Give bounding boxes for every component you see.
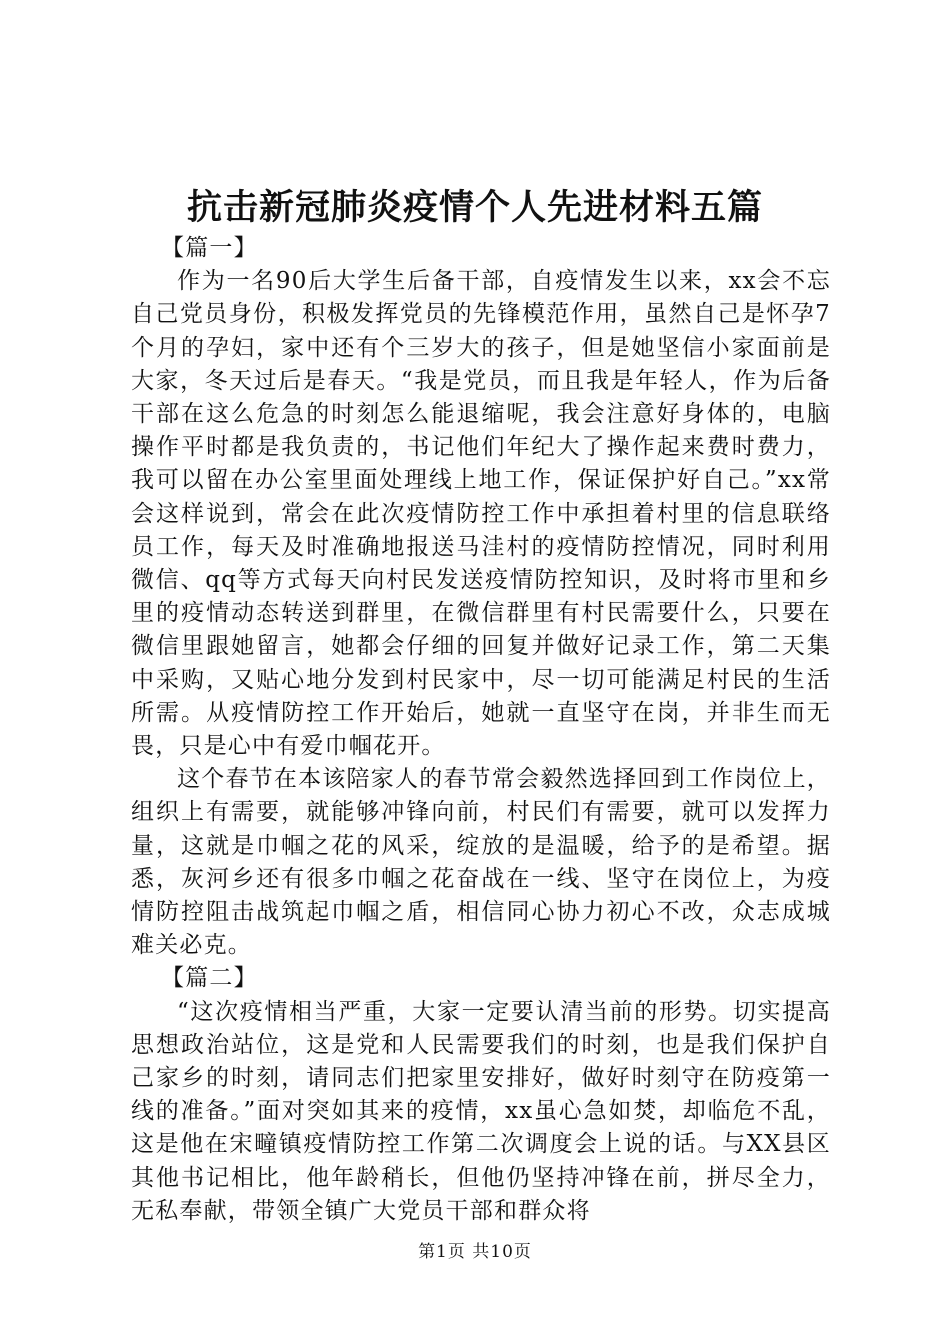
paragraph: “这次疫情相当严重，大家一定要认清当前的形势。切实提高思想政治站位，这是党和人民需要我们的时刻，也是我们保护自己家乡的时刻，请同志们把家里安排好，做好时刻守在防疫第一线的准备。”面对突如其来的疫情，xx虽心急如焚，却临危不乱，这是他在宋疃镇疫情防控工作第二次调度会上说的话。与XX县区其他书记相比，他年龄稍长，但他仍坚持冲锋在前，拼尽全力，无私奉献，带领全镇广大党员干部和群众将 <box>131 998 831 1224</box>
section-heading: 【篇二】 <box>161 965 258 992</box>
paragraph: 作为一名90后大学生后备干部，自疫情发生以来，xx会不忘自己党员身份，积极发挥党员的先锋模范作用，虽然自己是怀孕7个月的孕妇，家中还有个三岁大的孩子，但是她坚信小家面前是大家，冬天过后是春天。“我是党员，而且我是年轻人，作为后备干部在这么危急的时刻怎么能退缩呢，我会注意好身体的，电脑操作平时都是我负责的，书记他们年纪大了操作起来费时费力，我可以留在办公室里面处理线上地工作，保证保护好自己。”xx常会这样说到，常会在此次疫情防控工作中承担着村里的信息联络员工作，每天及时准确地报送马洼村的疫情防控情况，同时利用微信、qq等方式每天向村民发送疫情防控知识，及时将市里和乡里的疫情动态转送到群里，在微信群里有村民需要什么，只要在微信里跟她留言，她都会仔细的回复并做好记录工作，第二天集中采购，又贴心地分发到村民家中，尽一切可能满足村民的生活所需。从疫情防控工作开始后，她就一直坚守在岗，并非生而无畏，只是心中有爱巾帼花开。 <box>131 268 831 760</box>
page-footer: 第1页 共10页 <box>418 1242 532 1262</box>
paragraph: 这个春节在本该陪家人的春节常会毅然选择回到工作岗位上，组织上有需要，就能够冲锋向前，村民们有需要，就可以发挥力量，这就是巾帼之花的风采，绽放的是温暖，给予的是希望。据悉，灰河乡还有很多巾帼之花奋战在一线、坚守在岗位上，为疫情防控阻击战筑起巾帼之盾，相信同心协力初心不改，众志成城难关必克。 <box>131 766 831 959</box>
document-body <box>131 232 831 1228</box>
section-1 <box>131 232 831 962</box>
section-heading: 【篇一】 <box>161 235 258 261</box>
section-2 <box>131 962 831 1228</box>
document-title: 抗击新冠肺炎疫情个人先进材料五篇 <box>186 187 763 228</box>
